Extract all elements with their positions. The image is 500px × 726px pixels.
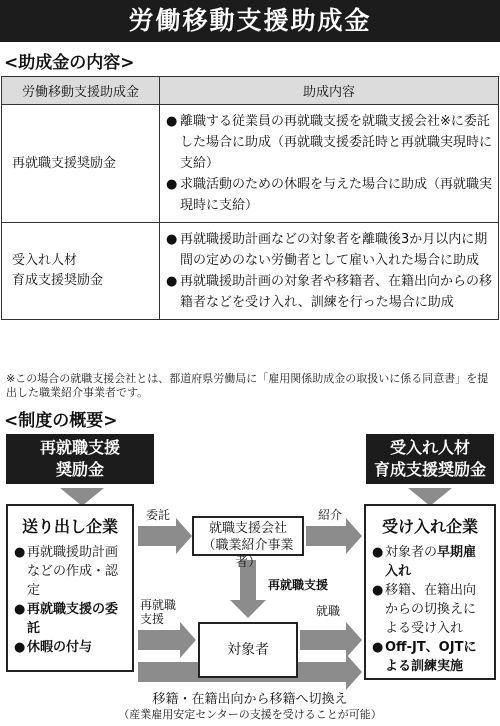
bullet-icon: ● [372, 583, 384, 598]
arrow-label-employment: 就職 [316, 604, 341, 618]
bullet-icon: ● [166, 232, 178, 247]
agency-subtitle: （職業紹介事業者） [202, 538, 294, 570]
bullet-icon: ● [14, 545, 26, 560]
list-item [14, 600, 126, 638]
agency-name: 就職支援会社 [208, 521, 287, 536]
bullet-icon: ● [372, 545, 384, 560]
arrow-label-reemployment-support: 再就職支援 [268, 578, 329, 592]
receiving-company-box [364, 504, 496, 680]
column-header: 労働移動支援助成金 [2, 77, 160, 105]
arrow-label-introduce: 紹介 [318, 508, 343, 522]
bullet-icon: ● [14, 640, 26, 655]
bullet-text-emphasis: Off-JT、OJTによる訓練実施 [385, 640, 477, 674]
bullet-icon: ● [372, 640, 384, 655]
footnote: ※この場合の就職支援会社とは、都道府県労働局に「雇用関係助成金の取扱いに係る同意書」を提出した職業紹介事業者です。 [6, 372, 489, 399]
arrow-label-consign: 委託 [146, 508, 171, 522]
placement-agency-box [192, 516, 304, 570]
label-line: 育成支援奨励金 [373, 460, 486, 479]
right-arrow-icon [306, 518, 362, 554]
grant-name-line: 育成支援奨励金 [12, 273, 104, 288]
list-item [14, 543, 126, 600]
transfer-subcaption: （産業雇用安定センターの支援を受けることが可能） [118, 708, 382, 721]
list-item [372, 638, 488, 676]
right-arrow-icon [138, 518, 192, 554]
bullet-text: 対象者の [385, 545, 438, 560]
bullet-text: 離職する従業員の再就職支援を就職支援会社※に委託した場合に助成（再就職支援委託時と再就職実現時に支給） [180, 114, 493, 171]
bullet-icon: ● [166, 274, 178, 289]
list-item [372, 581, 488, 638]
receiving-company-title: 受け入れ企業 [381, 517, 478, 536]
list-item [372, 543, 488, 581]
arrow-label-line: 支援 [140, 612, 165, 626]
list-item [14, 638, 126, 657]
section-heading-contents: <助成金の内容> [4, 53, 135, 73]
bullet-text: 移籍、在籍出向からの切換えによる受け入れ [385, 583, 477, 636]
arrow-label-line: 再就職 [140, 598, 177, 612]
bullet-text: 求職活動のための休暇を与えた場合に助成（再就職実現時に支給） [180, 177, 493, 213]
bullet-icon: ● [14, 602, 26, 617]
bullet-text: 再就職支援の委託 [27, 602, 119, 636]
section-heading-overview: <制度の概要> [4, 411, 118, 431]
grant-name-line: 受入れ人材 [12, 253, 78, 268]
label-line: 受入れ人材 [389, 438, 470, 457]
arrow-label-reemployment-support-left [140, 598, 176, 626]
bullet-text: 再就職援助計画の対象者や移籍者、在籍出向からの移籍者などを受け入れ、訓練を行った場合に助成 [180, 274, 493, 310]
grant-name: 再就職支援奨励金 [2, 105, 160, 223]
label-line: 奨励金 [55, 460, 104, 479]
label-line: 再就職支援 [39, 438, 120, 457]
right-arrow-icon [300, 622, 362, 658]
page-title: 労働移動支援助成金 [0, 0, 500, 42]
target-person-box: 対象者 [198, 622, 298, 678]
bullet-text: 休暇の付与 [27, 640, 93, 655]
bullet-text-emphasis: 早期雇入れ [385, 545, 477, 579]
bullet-text: 再就職援助計画などの作成・認定 [27, 545, 119, 598]
sending-company-box [6, 504, 134, 672]
bullet-text: 再就職援助計画などの対象者を離職後3か月以内に期間の定めのない労働者として雇い入れた場合に助成 [180, 232, 488, 268]
bullet-icon: ● [166, 177, 178, 192]
right-arrow-icon [138, 622, 196, 658]
column-header: 助成内容 [160, 77, 499, 105]
bullet-icon: ● [166, 114, 178, 129]
transfer-caption: 移籍・在籍出向から移籍へ切換え [152, 692, 348, 707]
sending-company-title: 送り出し企業 [21, 517, 118, 536]
